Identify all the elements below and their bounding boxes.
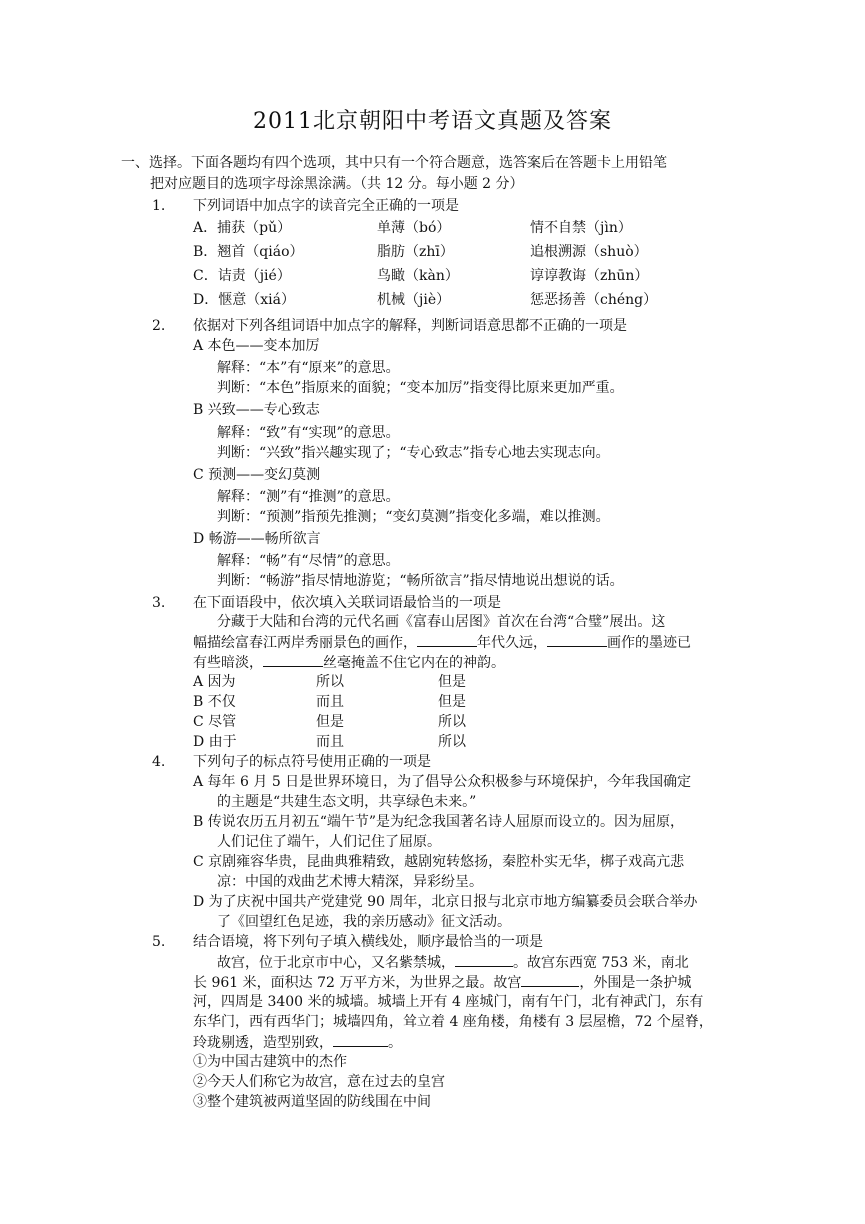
q5-stem: 结合语境，将下列句子填入横线处，顺序最恰当的一项是 xyxy=(193,934,543,950)
q2-option-d: D 畅游——畅所欲言 xyxy=(193,531,321,547)
q2-d-judgement: 判断：“畅游”指尽情地游览；“畅所欲言”指尽情地说出想说的话。 xyxy=(217,573,624,589)
q1-option-d-3: 惩恶扬善（chéng） xyxy=(530,292,658,308)
q4-option-a-cont: 的主题是“共建生态文明，共享绿色未来。” xyxy=(217,794,477,810)
q3-number: 3. xyxy=(152,595,166,611)
q5-blank-2[interactable] xyxy=(521,972,579,987)
q2-option-a: A 本色——变本加厉 xyxy=(193,338,320,354)
q1-option-b-1: B．翘首（qiáo） xyxy=(193,244,304,260)
q1-stem: 下列词语中加点字的读音完全正确的一项是 xyxy=(193,198,459,214)
q3-option-b-1: B 不仅 xyxy=(193,694,236,710)
q5-blank-1[interactable] xyxy=(455,952,513,967)
q1-number: 1. xyxy=(152,198,166,214)
q5-blank-3[interactable] xyxy=(333,1032,388,1047)
q5-passage-line-3: 河，四周是 3400 米的城墙。城墙上开有 4 座城门，南有午门，北有神武门，东有 xyxy=(193,994,704,1010)
q4-option-a: A 每年 6 月 5 日是世界环境日，为了倡导公众积极参与环境保护，今年我国确定 xyxy=(193,774,692,790)
section-heading: 一、选择。下面各题均有四个选项，其中只有一个符合题意，选答案后在答题卡上用铅笔 xyxy=(121,155,667,171)
q1-option-b-2: 脂肪（zhī） xyxy=(377,244,454,260)
q2-d-explanation: 解释：“畅”有“尽情”的意思。 xyxy=(217,553,400,569)
q3-option-d-1: D 由于 xyxy=(193,734,237,750)
q3-option-a-3: 但是 xyxy=(438,674,466,690)
q2-a-explanation: 解释：“本”有“原来”的意思。 xyxy=(217,360,400,376)
q1-option-a-1: A．捕获（pǔ） xyxy=(193,220,292,236)
q4-option-c: C 京剧雍容华贵，昆曲典雅精致，越剧宛转悠扬，秦腔朴实无华，梆子戏高亢悲 xyxy=(193,854,685,870)
section-heading-cont: 把对应题目的选项字母涂黑涂满。（共 12 分。每小题 2 分） xyxy=(150,176,524,192)
q1-option-d-1: D．惬意（xiá） xyxy=(193,292,295,308)
q3-option-a-2: 所以 xyxy=(316,674,344,690)
q4-option-d: D 为了庆祝中国共产党建党 90 周年，北京日报与北京市地方编纂委员会联合举办 xyxy=(193,894,698,910)
q2-a-judgement: 判断：“本色”指原来的面貌；“变本加厉”指变得比原来更加严重。 xyxy=(217,380,624,396)
q4-option-d-cont: 了《回望红色足迹，我的亲历感动》征文活动。 xyxy=(217,914,511,930)
q1-option-a-3: 情不自禁（jìn） xyxy=(530,220,632,236)
q4-option-b-cont: 人们记住了端午，人们记住了屈原。 xyxy=(217,834,441,850)
q5-passage-line-2: 长 961 米，面积达 72 万平方米，为世界之最。故宫 ，外围是一条护城 xyxy=(193,972,691,992)
q3-option-a-1: A 因为 xyxy=(193,674,236,690)
q2-b-explanation: 解释：“致”有“实现”的意思。 xyxy=(217,425,400,441)
q5-number: 5. xyxy=(152,934,166,950)
q3-blank-2[interactable] xyxy=(547,632,607,647)
q3-blank-1[interactable] xyxy=(417,632,477,647)
q3-blank-3[interactable] xyxy=(263,652,323,667)
q2-option-c: C 预测——变幻莫测 xyxy=(193,467,321,483)
q4-stem: 下列句子的标点符号使用正确的一项是 xyxy=(193,754,431,770)
q1-option-c-1: C．诘责（jié） xyxy=(193,268,291,284)
q4-option-c-cont: 凉：中国的戏曲艺术博大精深，异彩纷呈。 xyxy=(217,874,483,890)
q3-option-c-1: C 尽管 xyxy=(193,714,237,730)
q2-b-judgement: 判断：“兴致”指兴趣实现了；“专心致志”指专心地去实现志向。 xyxy=(217,445,610,461)
q2-c-explanation: 解释：“测”有“推测”的意思。 xyxy=(217,489,400,505)
q3-stem: 在下面语段中，依次填入关联词语最恰当的一项是 xyxy=(193,595,501,611)
q3-option-d-2: 而且 xyxy=(316,734,344,750)
q3-passage-line-1: 分藏于大陆和台湾的元代名画《富春山居图》首次在台湾“合璧”展出。这 xyxy=(217,614,666,630)
q2-stem: 依据对下列各组词语中加点字的解释，判断词语意思都不正确的一项是 xyxy=(193,318,627,334)
q3-option-c-3: 所以 xyxy=(438,714,466,730)
q3-option-b-2: 而且 xyxy=(316,694,344,710)
q5-sentence-2: ②今天人们称它为故宫，意在过去的皇宫 xyxy=(193,1074,445,1090)
q4-option-b: B 传说农历五月初五“端午节”是为纪念我国著名诗人屈原而设立的。因为屈原， xyxy=(193,814,685,830)
q5-sentence-3: ③整个建筑被两道坚固的防线围在中间 xyxy=(193,1094,431,1110)
q2-option-b: B 兴致——专心致志 xyxy=(193,402,320,418)
q1-option-d-2: 机械（jiè） xyxy=(377,292,451,308)
q5-passage-line-4: 东华门，西有西华门；城墙四角，耸立着 4 座角楼，角楼有 3 层屋檐，72 个屋脊， xyxy=(193,1014,713,1030)
q4-number: 4. xyxy=(152,754,166,770)
q1-option-c-2: 鸟瞰（kàn） xyxy=(377,268,459,284)
q2-c-judgement: 判断：“预测”指预先推测；“变幻莫测”指变化多端，难以推测。 xyxy=(217,509,610,525)
q3-passage-line-3: 有些暗淡， 丝毫掩盖不住它内在的神韵。 xyxy=(193,652,505,672)
q5-passage-line-1: 故宫，位于北京市中心，又名紫禁城， 。故宫东西宽 753 米，南北 xyxy=(217,952,689,972)
q3-passage-line-2: 幅描绘富春江两岸秀丽景色的画作， 年代久远， 画作的墨迹已 xyxy=(193,632,691,652)
q3-option-c-2: 但是 xyxy=(316,714,344,730)
q3-option-d-3: 所以 xyxy=(438,734,466,750)
q5-passage-line-5: 玲珑剔透，造型别致， 。 xyxy=(193,1032,402,1052)
page-title: 2011北京朝阳中考语文真题及答案 xyxy=(253,109,612,134)
q5-sentence-1: ①为中国古建筑中的杰作 xyxy=(193,1054,347,1070)
q3-option-b-3: 但是 xyxy=(438,694,466,710)
q2-number: 2. xyxy=(152,318,166,334)
q1-option-a-2: 单薄（bó） xyxy=(377,220,451,236)
q1-option-c-3: 谆谆教诲（zhūn） xyxy=(530,268,649,284)
q1-option-b-3: 追根溯源（shuò） xyxy=(530,244,648,260)
